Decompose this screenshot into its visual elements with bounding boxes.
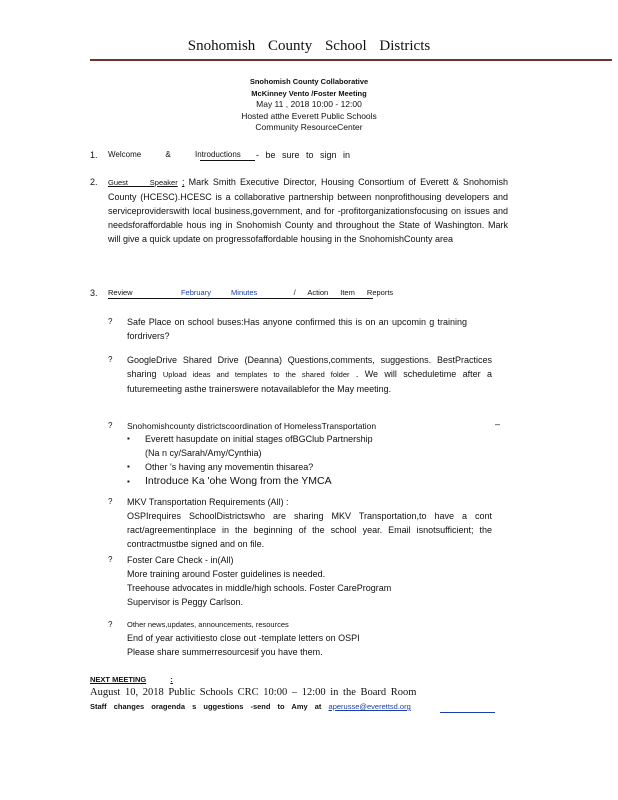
item-2-heading: Guest Speaker	[108, 178, 178, 187]
item-2-number: 2.	[90, 177, 98, 187]
bullet-2-text-c: Upload ideas and templates to the shared folder	[162, 370, 350, 379]
next-meeting-heading	[90, 675, 173, 684]
bullet-4-glyph: ?	[108, 497, 113, 506]
item-1-text: - be sure to sign in	[256, 150, 351, 160]
bullet-2-text-a: GoogleDrive Shared Drive (Deanna) Questions,comments, suggestions.	[127, 355, 432, 365]
item-3-heading	[108, 288, 393, 297]
title-rule	[90, 59, 612, 61]
bullet-3-sub-2-glyph: ▪	[127, 462, 130, 471]
bullet-1-text: Safe Place on school buses:Has anyone confirmed this is on an upcomin g training fordrivers?	[127, 317, 467, 341]
next-meeting-staff	[90, 702, 411, 711]
bullet-5-line-3: Supervisor is Peggy Carlson.	[127, 597, 244, 607]
bullet-4-heading: MKV Transportation Requirements (All) :	[127, 497, 289, 507]
bullet-3-glyph: ?	[108, 421, 113, 430]
bullet-3-text: Snohomishcounty districtscoordination of HomelessTransportation	[127, 421, 377, 431]
header-line-2: McKinney Vento /Foster Meeting	[251, 89, 367, 98]
bullet-3-sub-3-text: Introduce Ka 'ohe Wong from the YMCA	[145, 475, 332, 487]
item-3-heading-reports: / Action Item Reports	[293, 288, 394, 297]
header-location: Community ResourceCenter	[255, 122, 363, 132]
next-meeting-label: NEXT MEETING	[90, 675, 147, 684]
bullet-3-sub-1-text: Everett hasupdate on initial stages ofBGClub Partnership	[145, 434, 373, 444]
bullet-6-heading: Other news,updates, announcements, resources	[127, 620, 289, 629]
bullet-3-sub-1-names: (Na n cy/Sarah/Amy/Cynthia)	[145, 448, 262, 458]
item-3-heading-review: Review	[108, 288, 133, 297]
bullet-3-sub-1-glyph: ▪	[127, 434, 130, 443]
next-meeting-colon: :	[170, 675, 173, 684]
bullet-6-line-1: End of year activitiesto close out -template letters on OSPI	[127, 633, 360, 643]
bullet-3-sub-2-text: Other 's having any movementin thisarea?	[145, 462, 314, 472]
email-underline-extension	[440, 712, 495, 713]
item-1-heading-text: Welcome & Introductions	[108, 150, 241, 159]
bullet-6-glyph: ?	[108, 620, 113, 629]
bullet-5-line-1: More training around Foster guidelines is needed.	[127, 569, 326, 579]
item-3-heading-minutes: February Minutes	[180, 288, 258, 297]
bullet-1-glyph: ?	[108, 317, 113, 326]
header-date: May 11 , 2018 10:00 - 12:00	[256, 99, 362, 109]
bullet-2-glyph: ?	[108, 355, 113, 364]
item-1-heading	[108, 150, 254, 159]
bullet-4-text: OSPIrequires SchoolDistrictswho are sharing MKV Transportation,to have a cont ract/agreementinplace in the beginning of the school year. Email isnotsufficient; the contractmustbe signed and on file.	[127, 511, 492, 549]
item-3-underline	[108, 298, 373, 299]
document-title: Snohomish County School Districts	[187, 38, 431, 54]
bullet-2-text	[127, 353, 492, 396]
bullet-3-dash: –	[495, 419, 501, 429]
bullet-3-sub-3-glyph: ▪	[127, 477, 130, 486]
next-meeting-staff-text: Staff changes oragenda s uggestions -send to Amy at	[90, 702, 322, 711]
item-2-text: Mark Smith Executive Director, Housing Consortium of Everett & Snohomish County (HCESC).HCESC is a collaborative partnership between nonprofithousing developers and serviceproviderswith local business,government, and for -profitorganizationsfocusing on issues and needsforaffordable hous ing in Snohomish County and throughout the State of Washington. Mark will give a quick update on progressofaffordable housing in the SnohomishCounty area	[108, 177, 508, 244]
item-3-number: 3.	[90, 288, 98, 298]
bullet-5-line-2: Treehouse advocates in middle/high schools. Foster CareProgram	[127, 583, 392, 593]
bullet-6-line-2: Please share summerresourcesif you have them.	[127, 647, 323, 657]
bullet-2-text-b: BestPractices sharing	[127, 355, 492, 379]
item-1-number: 1.	[90, 150, 98, 160]
bullet-5-glyph: ?	[108, 555, 113, 564]
header-host: Hosted atthe Everett Public Schools	[241, 111, 377, 121]
next-meeting-email-link[interactable]: aperusse@everettsd.org	[328, 702, 411, 711]
bullet-2-text-d: . We will scheduletime after a futuremeeting asthe trainerswere notavailablefor the May meeting.	[127, 369, 492, 394]
next-meeting-date: August 10, 2018 Public Schools CRC 10:00 – 12:00 in the Board Room	[90, 687, 417, 698]
item-2-paragraph	[108, 175, 508, 246]
item-2-colon: ;	[181, 177, 185, 187]
header-line-1: Snohomish County Collaborative	[249, 77, 369, 86]
bullet-5-heading: Foster Care Check - in(All)	[127, 555, 234, 565]
item-1-underline	[200, 160, 255, 161]
